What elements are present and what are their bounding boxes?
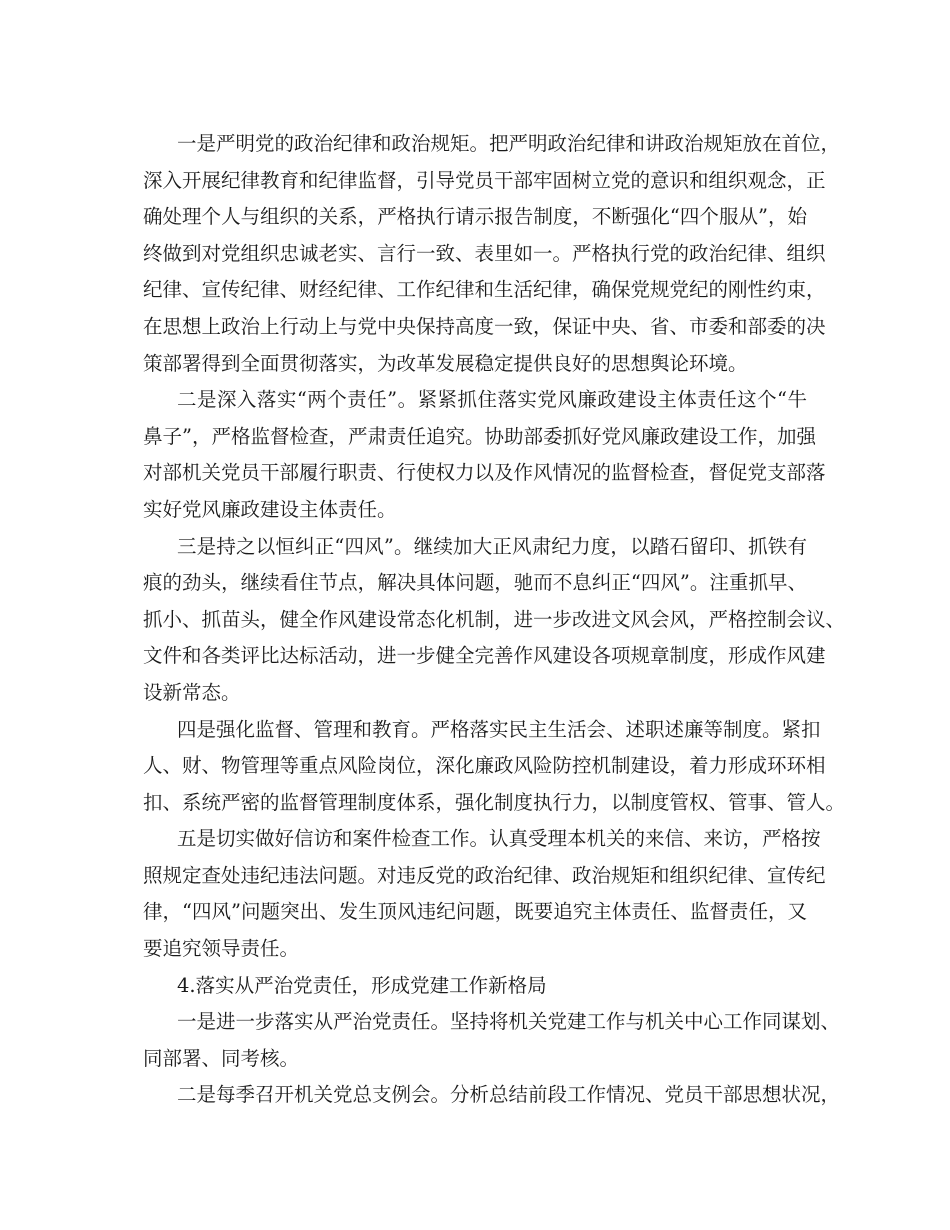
paragraph-four-winds xyxy=(143,529,846,712)
text-line: 一是进一步落实从严治党责任。坚持将机关党建工作与机关中心工作同谋划、 xyxy=(177,1010,841,1034)
heading-line: 4.落实从严治党责任，形成党建工作新格局 xyxy=(177,973,547,997)
text-line: 设新常态。 xyxy=(143,680,241,704)
paragraph-petitions xyxy=(143,821,826,967)
text-line: 二是深入落实“两个责任”。紧紧抓住落实党风廉政建设主体责任这个“牛 xyxy=(177,388,807,412)
document-body xyxy=(143,126,846,1114)
text-line: 鼻子”，严格监督检查，严肃责任追究。协助部委抓好党风廉政建设工作，加强 xyxy=(143,424,816,448)
text-line: 深入开展纪律教育和纪律监督，引导党员干部牢固树立党的意识和组织观念，正 xyxy=(143,168,826,192)
text-line: 策部署得到全面贯彻落实，为改革发展稳定提供良好的思想舆论环境。 xyxy=(143,351,748,375)
text-line: 痕的劲头，继续看住节点，解决具体问题，驰而不息纠正“四风”。注重抓早、 xyxy=(143,571,807,595)
text-line: 要追究领导责任。 xyxy=(143,937,300,961)
text-line: 实好党风廉政建设主体责任。 xyxy=(143,497,397,521)
section-heading xyxy=(143,968,807,1005)
text-line: 抓小、抓苗头，健全作风建设常态化机制，进一步改进文风会风，严格控制会议、 xyxy=(143,607,846,631)
paragraph-strict-governance xyxy=(143,1004,841,1077)
text-line: 确处理个人与组织的关系，严格执行请示报告制度，不断强化“四个服从”，始 xyxy=(143,205,807,229)
text-line: 同部署、同考核。 xyxy=(143,1046,300,1070)
text-line: 纪律、宣传纪律、财经纪律、工作纪律和生活纪律，确保党规党纪的刚性约束， xyxy=(143,278,826,302)
text-line: 在思想上政治上行动上与党中央保持高度一致，保证中央、省、市委和部委的决 xyxy=(143,314,826,338)
text-line: 对部机关党员干部履行职责、行使权力以及作风情况的监督检查，督促党支部落 xyxy=(143,461,826,485)
text-line: 人、财、物管理等重点风险岗位，深化廉政风险防控机制建设，着力形成环环相 xyxy=(143,754,826,778)
paragraph-quarterly-meeting xyxy=(143,1077,841,1114)
text-line: 五是切实做好信访和案件检查工作。认真受理本机关的来信、来访，严格按 xyxy=(177,827,821,851)
text-line: 文件和各类评比达标活动，进一步健全完善作风建设各项规章制度，形成作风建 xyxy=(143,644,826,668)
text-line: 三是持之以恒纠正“四风”。继续加大正风肃纪力度，以踏石留印、抓铁有 xyxy=(177,534,807,558)
text-line: 扣、系统严密的监督管理制度体系，强化制度执行力，以制度管权、管事、管人。 xyxy=(143,790,846,814)
paragraph-two-responsibilities xyxy=(143,382,826,528)
text-line: 终做到对党组织忠诚老实、言行一致、表里如一。严格执行党的政治纪律、组织 xyxy=(143,241,826,265)
paragraph-supervision xyxy=(143,712,846,822)
text-line: 照规定查处违纪违法问题。对违反党的政治纪律、政治规矩和组织纪律、宣传纪 xyxy=(143,863,826,887)
text-line: 四是强化监督、管理和教育。严格落实民主生活会、述职述廉等制度。紧扣 xyxy=(177,717,821,741)
text-line: 一是严明党的政治纪律和政治规矩。把严明政治纪律和讲政治规矩放在首位， xyxy=(177,132,841,155)
paragraph-political-discipline xyxy=(143,126,841,382)
text-line: 律，“四风”问题突出、发生顶风违纪问题，既要追究主体责任、监督责任，又 xyxy=(143,900,807,924)
text-line: 二是每季召开机关党总支例会。分析总结前段工作情况、党员干部思想状况， xyxy=(177,1083,841,1107)
